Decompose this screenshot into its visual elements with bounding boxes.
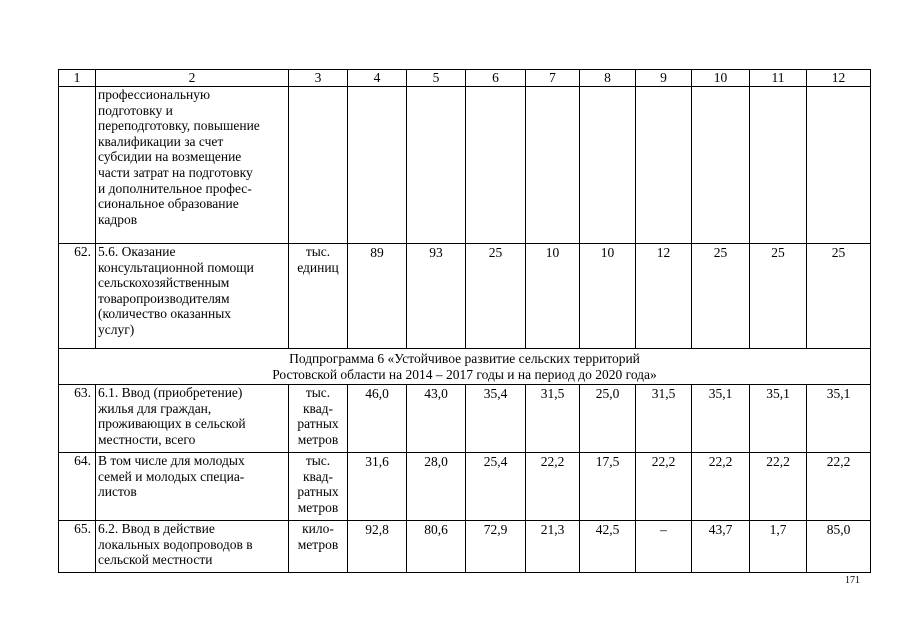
value-cell <box>466 87 526 244</box>
value-cell: 80,6 <box>407 521 466 573</box>
unit-line: метров <box>297 536 339 552</box>
page-number: 171 <box>845 575 860 586</box>
value-cell: 43,0 <box>407 385 466 453</box>
row-number: 64. <box>59 453 96 521</box>
column-number: 12 <box>807 70 871 87</box>
data-table <box>58 69 871 573</box>
value-cell <box>636 87 692 244</box>
value-cell: 31,5 <box>636 385 692 453</box>
column-number: 2 <box>96 70 289 87</box>
table-row <box>59 521 871 573</box>
value-cell: 22,2 <box>807 453 871 521</box>
row-number: 63. <box>59 385 96 453</box>
table-row <box>59 453 871 521</box>
value-cell <box>407 87 466 244</box>
unit-line: кило- <box>302 521 334 536</box>
value-cell: 22,2 <box>750 453 807 521</box>
value-cell <box>750 87 807 244</box>
name-line: В том числе для молодых <box>98 453 245 468</box>
value-cell: 12 <box>636 244 692 349</box>
subprogram-title <box>59 349 871 385</box>
value-cell <box>348 87 407 244</box>
value-cell <box>807 87 871 244</box>
unit-line: тыс. <box>305 453 331 468</box>
value-cell: 22,2 <box>526 453 580 521</box>
name-line: сельскохозяйственным <box>98 275 230 291</box>
name-line: части затрат на подготовку <box>98 164 253 180</box>
column-number: 9 <box>636 70 692 87</box>
subprogram-title-line: Ростовской области на 2014 – 2017 годы и на период до 2020 года» <box>272 366 657 382</box>
value-cell <box>580 87 636 244</box>
name-line: семей и молодых специа- <box>98 468 245 484</box>
unit-line: единиц <box>297 259 339 275</box>
unit-line: метров <box>297 431 339 447</box>
indicator-name-cell <box>96 453 289 521</box>
unit-line: тыс. <box>305 244 331 259</box>
value-cell: 93 <box>407 244 466 349</box>
unit-line: ратных <box>297 416 339 432</box>
name-line: 6.2. Ввод в действие <box>98 521 215 536</box>
value-cell <box>692 87 750 244</box>
column-number: 10 <box>692 70 750 87</box>
column-number: 7 <box>526 70 580 87</box>
value-cell: 35,1 <box>807 385 871 453</box>
table-row <box>59 244 871 349</box>
name-line: местности, всего <box>98 431 196 447</box>
value-cell <box>526 87 580 244</box>
name-line: и дополнительное профес- <box>98 180 252 196</box>
name-line: 5.6. Оказание <box>98 244 176 259</box>
value-cell: 35,4 <box>466 385 526 453</box>
column-number: 8 <box>580 70 636 87</box>
column-number-row <box>59 70 871 87</box>
value-cell: 22,2 <box>692 453 750 521</box>
unit-cell <box>289 244 348 349</box>
indicator-name-cell <box>96 385 289 453</box>
value-cell: 72,9 <box>466 521 526 573</box>
name-line: кадров <box>98 211 138 227</box>
value-cell: 31,6 <box>348 453 407 521</box>
value-cell: 25,4 <box>466 453 526 521</box>
section-header-row <box>59 349 871 385</box>
value-cell: 43,7 <box>692 521 750 573</box>
unit-line: тыс. <box>305 385 331 400</box>
value-cell: 85,0 <box>807 521 871 573</box>
unit-cell <box>289 521 348 573</box>
value-cell: 92,8 <box>348 521 407 573</box>
unit-cell <box>289 87 348 244</box>
name-line: сельской местности <box>98 552 213 568</box>
name-line: подготовку и <box>98 102 173 118</box>
value-cell: 25 <box>466 244 526 349</box>
column-number: 4 <box>348 70 407 87</box>
column-number: 6 <box>466 70 526 87</box>
name-line: переподготовку, повышение <box>98 118 260 134</box>
column-number: 11 <box>750 70 807 87</box>
unit-line: метров <box>297 499 339 515</box>
unit-line: квад- <box>302 468 334 484</box>
value-cell: 35,1 <box>692 385 750 453</box>
value-cell: – <box>636 521 692 573</box>
value-cell: 10 <box>526 244 580 349</box>
name-line: проживающих в сельской <box>98 416 246 432</box>
value-cell: 10 <box>580 244 636 349</box>
column-number: 1 <box>59 70 96 87</box>
value-cell: 21,3 <box>526 521 580 573</box>
name-line: квалификации за счет <box>98 133 224 149</box>
value-cell: 31,5 <box>526 385 580 453</box>
row-number: 65. <box>59 521 96 573</box>
name-line: товаропроизводителям <box>98 290 230 306</box>
value-cell: 46,0 <box>348 385 407 453</box>
value-cell: 28,0 <box>407 453 466 521</box>
value-cell: 25 <box>750 244 807 349</box>
value-cell: 1,7 <box>750 521 807 573</box>
value-cell: 25 <box>807 244 871 349</box>
name-line: услуг) <box>98 321 135 337</box>
value-cell: 22,2 <box>636 453 692 521</box>
column-number: 3 <box>289 70 348 87</box>
unit-cell <box>289 453 348 521</box>
indicator-name-cell <box>96 244 289 349</box>
value-cell: 25 <box>692 244 750 349</box>
name-line: консультационной помощи <box>98 259 254 275</box>
name-line: локальных водопроводов в <box>98 536 253 552</box>
name-line: субсидии на возмещение <box>98 149 242 165</box>
table-row <box>59 385 871 453</box>
value-cell: 17,5 <box>580 453 636 521</box>
unit-line: ратных <box>297 484 339 500</box>
value-cell: 42,5 <box>580 521 636 573</box>
name-line: профессиональную <box>98 87 211 102</box>
name-line: листов <box>98 484 137 500</box>
name-line: сиональное образование <box>98 196 239 212</box>
unit-line: квад- <box>302 400 334 416</box>
column-number: 5 <box>407 70 466 87</box>
row-number-cell <box>59 87 96 244</box>
name-line: (количество оказанных <box>98 306 232 322</box>
value-cell: 35,1 <box>750 385 807 453</box>
indicator-name-cell <box>96 521 289 573</box>
subprogram-title-line: Подпрограмма 6 «Устойчивое развитие сельских территорий <box>289 350 640 366</box>
indicator-name-cell <box>96 87 289 244</box>
name-line: 6.1. Ввод (приобретение) <box>98 385 243 400</box>
unit-cell <box>289 385 348 453</box>
row-number: 62. <box>59 244 96 349</box>
table-row-continuation <box>59 87 871 244</box>
value-cell: 89 <box>348 244 407 349</box>
name-line: жилья для граждан, <box>98 400 212 416</box>
value-cell: 25,0 <box>580 385 636 453</box>
